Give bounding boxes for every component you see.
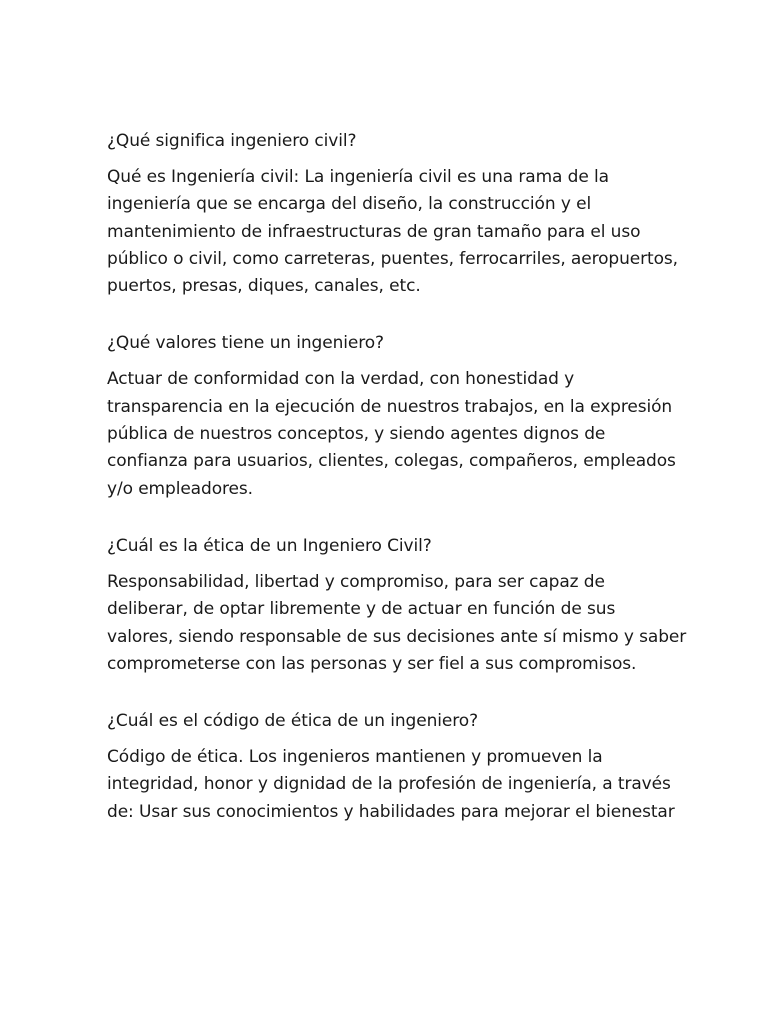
answer-line: integridad, honor y dignidad de la profesión de ingeniería, a través <box>107 774 671 795</box>
answer-paragraph <box>107 366 677 502</box>
section-code-of-ethics <box>107 708 677 826</box>
question-heading: ¿Cuál es la ética de un Ingeniero Civil? <box>107 535 432 556</box>
section-meaning <box>107 128 677 300</box>
answer-line: Responsabilidad, libertad y compromiso, para ser capaz de <box>107 571 605 592</box>
question-heading: ¿Qué significa ingeniero civil? <box>107 131 357 151</box>
answer-paragraph <box>107 164 677 300</box>
answer-line: Código de ética. Los ingenieros mantienen y promueven la <box>107 747 603 768</box>
section-values <box>107 330 677 502</box>
question-heading: ¿Cuál es el código de ética de un ingeniero? <box>107 711 478 732</box>
answer-line: público o civil, como carreteras, puentes, ferrocarriles, aeropuertos, <box>107 248 678 269</box>
answer-line: valores, siendo responsable de sus decisiones ante sí mismo y saber <box>107 626 687 647</box>
answer-line: transparencia en la ejecución de nuestros trabajos, en la expresión <box>107 396 673 417</box>
answer-line: Actuar de conformidad con la verdad, con honestidad y <box>107 369 575 390</box>
answer-line: deliberar, de optar libremente y de actuar en función de sus <box>107 599 616 620</box>
document-body <box>107 128 687 856</box>
answer-paragraph <box>107 569 687 678</box>
answer-paragraph <box>107 744 677 826</box>
question-heading: ¿Qué valores tiene un ingeniero? <box>107 333 384 354</box>
answer-line: ingeniería que se encarga del diseño, la construcción y el <box>107 194 592 215</box>
answer-line: comprometerse con las personas y ser fiel a sus compromisos. <box>107 653 637 674</box>
answer-line: pública de nuestros conceptos, y siendo agentes dignos de <box>107 424 606 445</box>
answer-line: Qué es Ingeniería civil: La ingeniería civil es una rama de la <box>107 167 609 187</box>
answer-line: de: Usar sus conocimientos y habilidades para mejorar el bienestar <box>107 801 675 822</box>
answer-line: puertos, presas, diques, canales, etc. <box>107 276 421 297</box>
section-ethics <box>107 533 687 678</box>
answer-line: confianza para usuarios, clientes, colegas, compañeros, empleados <box>107 451 676 472</box>
answer-line: y/o empleadores. <box>107 478 253 499</box>
answer-line: mantenimiento de infraestructuras de gran tamaño para el uso <box>107 221 641 242</box>
